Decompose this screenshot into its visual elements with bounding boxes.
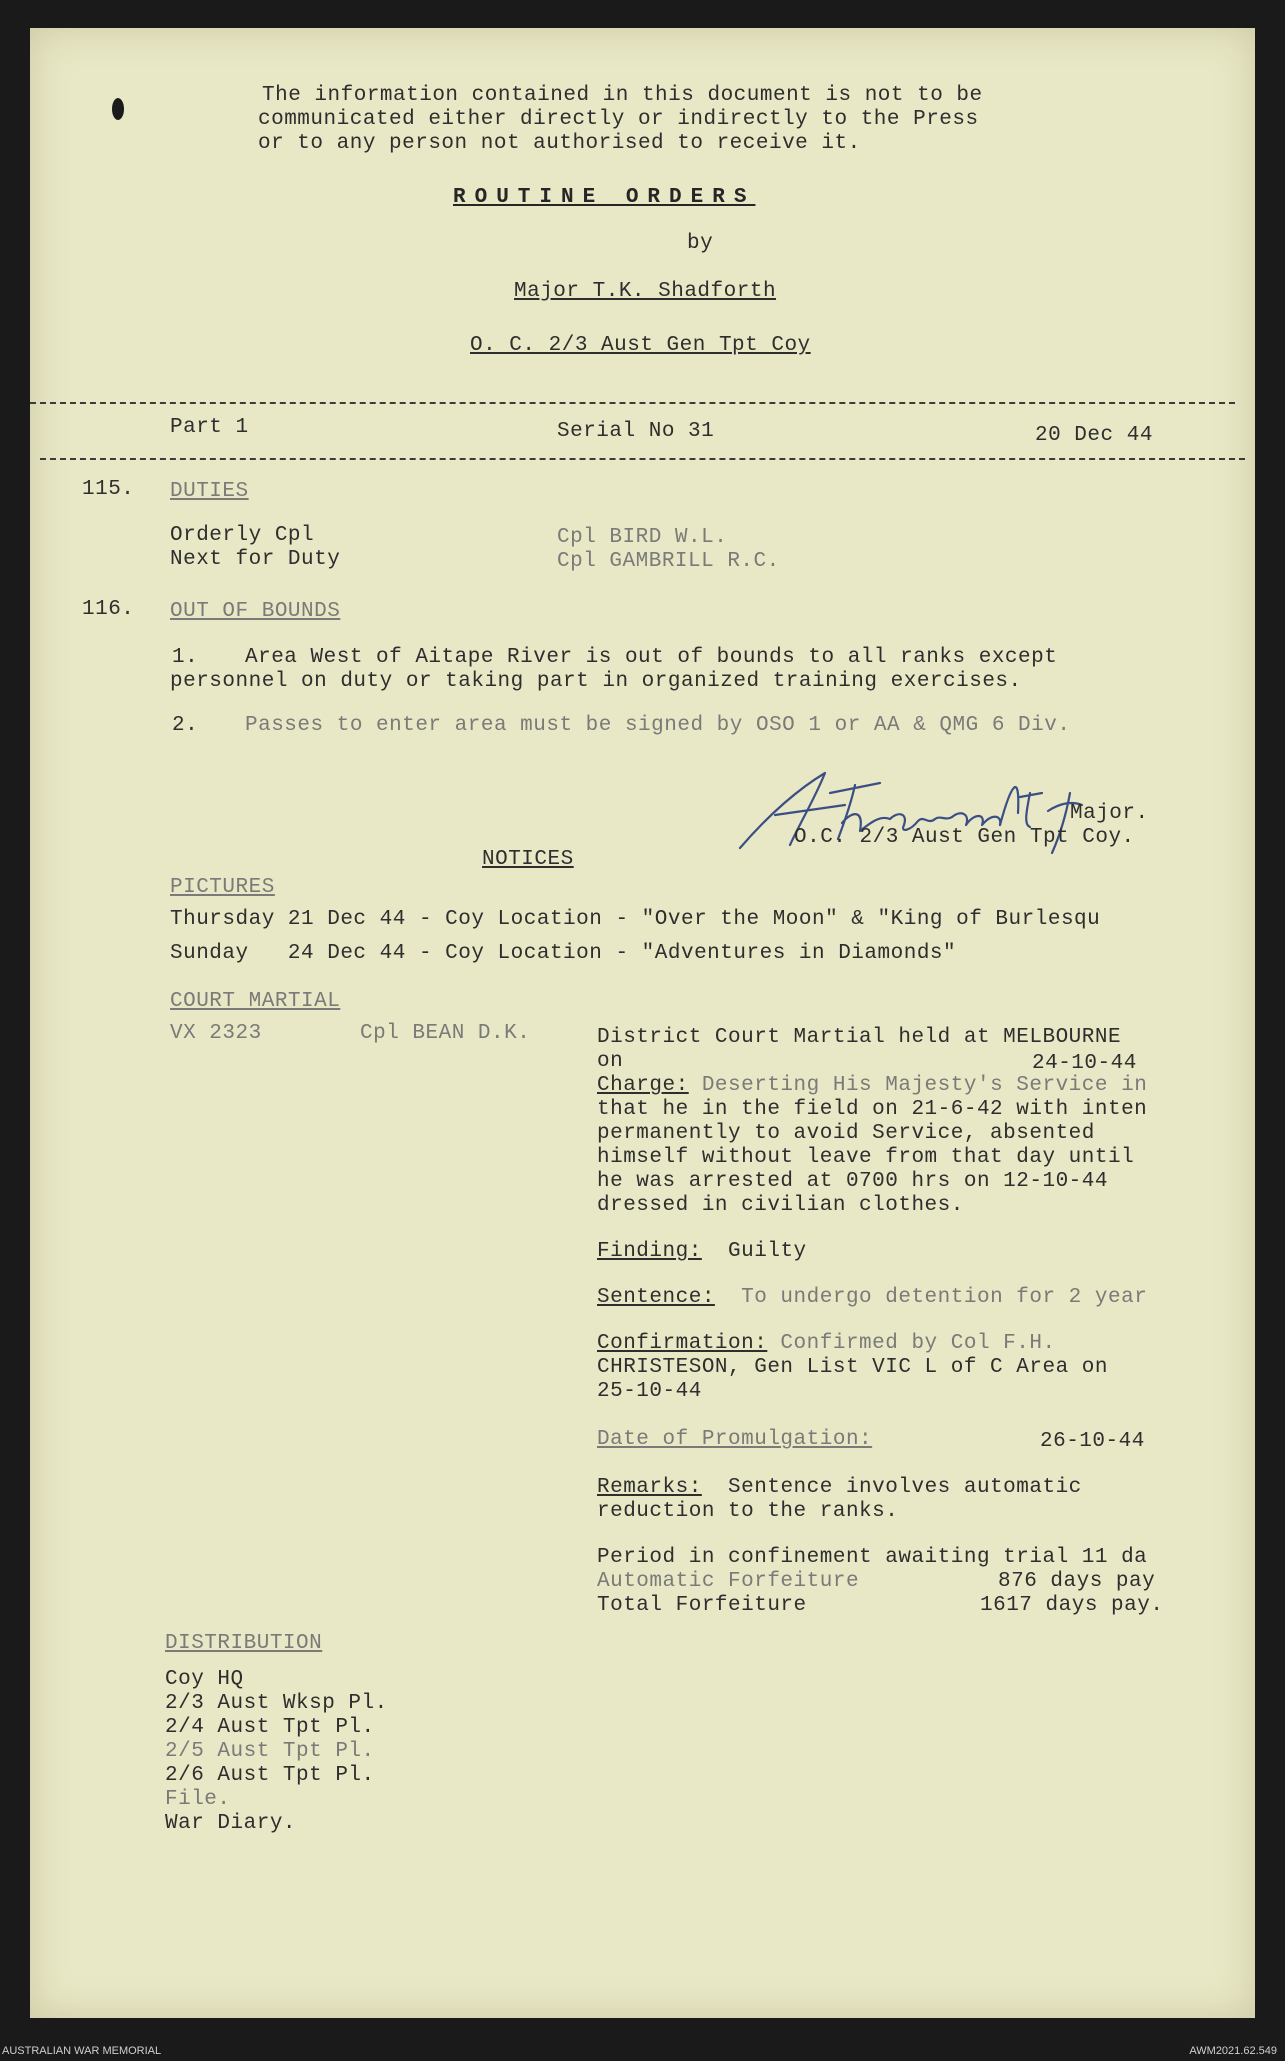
confirmation-label: Confirmation: — [597, 1332, 768, 1355]
punch-mark — [112, 98, 124, 120]
court-martial-text: on — [597, 1050, 624, 1073]
sentence-value: To undergo detention for 2 year — [714, 1286, 1148, 1309]
auto-forfeiture-value: 876 days pay — [998, 1570, 1156, 1593]
confirmation-text: 25-10-44 — [597, 1380, 702, 1403]
paragraph-text: Area West of Aitape River is out of bounds to all ranks except — [245, 646, 1058, 669]
paragraph-number: 2. — [172, 714, 199, 737]
charge-label — [597, 1074, 1147, 1098]
sentence-label: Sentence: — [597, 1286, 715, 1309]
auto-forfeiture-label: Automatic Forfeiture — [597, 1570, 860, 1593]
court-martial-heading: COURT MARTIAL — [170, 990, 341, 1013]
confirmation-text: CHRISTESON, Gen List VIC L of C Area on — [597, 1356, 1108, 1379]
item-heading: DUTIES — [170, 480, 249, 503]
confinement-period: Period in confinement awaiting trial 11 da — [597, 1546, 1148, 1569]
charge-text: dressed in civilian clothes. — [597, 1194, 964, 1217]
distribution-item: 2/5 Aust Tpt Pl. — [165, 1740, 375, 1763]
notices-heading: NOTICES — [482, 848, 574, 871]
security-notice-line-2: communicated either directly or indirectly to the Press — [258, 108, 979, 131]
officer-name: Major T.K. Shadforth — [514, 280, 777, 303]
court-martial-text: District Court Martial held at MELBOURNE — [597, 1026, 1122, 1049]
signature-rank: Major. — [1070, 802, 1149, 825]
remarks-line — [597, 1476, 1082, 1500]
finding-label: Finding: — [597, 1240, 702, 1263]
sentence-line — [597, 1286, 1147, 1310]
confirmation-line — [597, 1332, 1056, 1356]
distribution-item: File. — [165, 1788, 231, 1811]
duty-role: Next for Duty — [170, 548, 341, 571]
item-number: 116. — [82, 598, 135, 621]
charge-text: that he in the field on 21-6-42 with inten — [597, 1098, 1148, 1121]
pictures-entry: Sunday 24 Dec 44 - Coy Location - "Adventures in Diamonds" — [170, 942, 957, 965]
total-forfeiture-label: Total Forfeiture — [597, 1594, 807, 1617]
charge-label-text: Charge: — [597, 1074, 689, 1097]
divider-top — [30, 402, 1235, 404]
footer-institution: AUSTRALIAN WAR MEMORIAL — [2, 2045, 162, 2057]
paragraph-text: Passes to enter area must be signed by OSO 1 or AA & QMG 6 Div. — [245, 714, 1071, 737]
promulgation-date: 26-10-44 — [1040, 1430, 1145, 1453]
pictures-entry: Thursday 21 Dec 44 - Coy Location - "Over the Moon" & "King of Burlesqu — [170, 908, 1101, 931]
item-number: 115. — [82, 478, 135, 501]
total-forfeiture-value: 1617 days pay. — [980, 1594, 1164, 1617]
distribution-heading: DISTRIBUTION — [165, 1632, 323, 1655]
unit-name: O. C. 2/3 Aust Gen Tpt Coy — [470, 334, 811, 357]
duty-name: Cpl GAMBRILL R.C. — [557, 550, 780, 573]
title-by: by — [687, 232, 714, 255]
duty-name: Cpl BIRD W.L. — [557, 526, 728, 549]
serial-number: Serial No 31 — [557, 420, 715, 443]
divider-bottom — [40, 458, 1245, 460]
item-heading: OUT OF BOUNDS — [170, 600, 341, 623]
soldier-name: Cpl BEAN D.K. — [360, 1022, 531, 1045]
part-number: Part 1 — [170, 416, 249, 439]
finding-line — [597, 1240, 807, 1264]
court-martial-date: 24-10-44 — [1032, 1052, 1137, 1075]
remarks-value: Sentence involves automatic — [701, 1476, 1082, 1499]
document-title: ROUTINE ORDERS — [453, 186, 756, 209]
promulgation-label: Date of Promulgation: — [597, 1428, 873, 1451]
finding-value: Guilty — [701, 1240, 807, 1263]
confirmation-value: Confirmed by Col F.H. — [767, 1332, 1056, 1355]
distribution-item: Coy HQ — [165, 1668, 244, 1691]
order-date: 20 Dec 44 — [1035, 424, 1153, 447]
paragraph-text: personnel on duty or taking part in organized training exercises. — [170, 670, 1022, 693]
service-number: VX 2323 — [170, 1022, 262, 1045]
charge-text: Deserting His Majesty's Service in — [688, 1074, 1148, 1097]
pictures-heading: PICTURES — [170, 876, 275, 899]
distribution-item: 2/3 Aust Wksp Pl. — [165, 1692, 388, 1715]
document-page — [30, 28, 1255, 2018]
security-notice-line-3: or to any person not authorised to receive it. — [258, 132, 861, 155]
paragraph-number: 1. — [172, 646, 199, 669]
charge-text: himself without leave from that day until — [597, 1146, 1135, 1169]
remarks-text: reduction to the ranks. — [597, 1500, 899, 1523]
distribution-item: War Diary. — [165, 1812, 297, 1835]
footer-reference: AWM2021.62.549 — [1189, 2045, 1277, 2057]
distribution-item: 2/6 Aust Tpt Pl. — [165, 1764, 375, 1787]
remarks-label: Remarks: — [597, 1476, 702, 1499]
duty-role: Orderly Cpl — [170, 524, 315, 547]
security-notice-line-1: The information contained in this document is not to be — [262, 84, 983, 107]
signature-unit: O.C. 2/3 Aust Gen Tpt Coy. — [794, 826, 1135, 849]
charge-text: he was arrested at 0700 hrs on 12-10-44 — [597, 1170, 1108, 1193]
distribution-item: 2/4 Aust Tpt Pl. — [165, 1716, 375, 1739]
charge-text: permanently to avoid Service, absented — [597, 1122, 1095, 1145]
